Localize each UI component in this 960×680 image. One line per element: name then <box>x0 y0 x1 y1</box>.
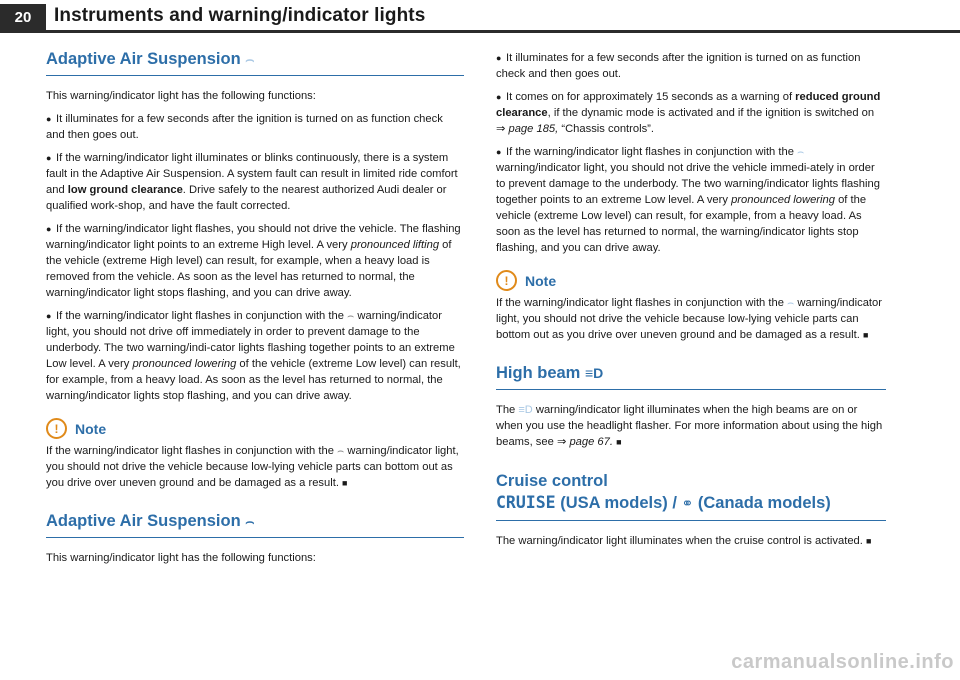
section-title-air-suspension-1: Adaptive Air Suspension ⌢ <box>46 50 464 76</box>
end-mark-icon: ■ <box>342 478 348 488</box>
note-heading: ! Note <box>496 270 886 291</box>
section-intro: This warning/indicator light has the following functions: <box>46 552 316 564</box>
end-mark-icon: ■ <box>866 536 872 546</box>
warning-circle-icon: ! <box>496 270 517 291</box>
high-beam-text: The ≡D warning/indicator light illuminates when the high beams are on or when you use the headlight flasher. For more information about using the high beams, see ⇒ page 67. ■ <box>496 404 883 448</box>
section-title-high-beam: High beam ≡D <box>496 364 886 390</box>
page-reference-link[interactable]: page 67. <box>569 436 613 448</box>
bullet-item: ● If the warning/indicator light flashes, you should not drive the vehicle. The flashing warning/indicator light points to an extreme High level. A very pronounced lifting of the vehicle (extreme High level) can result, for example, when a heavy load is removed from the vehicle. As soon as the level has returned to normal, the warning/indicator light stops flashing, and you can drive away. <box>46 223 461 299</box>
left-column <box>46 50 464 573</box>
bullet-item: ● It illuminates for a few seconds after the ignition is turned on as function check and then goes out. <box>496 52 861 80</box>
arrow-icon: ⇒ <box>496 123 506 135</box>
high-beam-icon: ≡D <box>518 404 533 416</box>
header-rule <box>0 30 960 33</box>
chapter-title: Instruments and warning/indicator lights <box>54 5 426 26</box>
page-number: 20 <box>0 4 46 30</box>
bullet-item: ● If the warning/indicator light flashes in conjunction with the ⌢ warning/indicator light, you should not drive the vehicle immedi-ately in order to prevent damage to the underbody. The two warning/indicator lights flashing together points to an extreme Low level. A very pronounced lowering of the vehicle (extreme Low level) can result, for example, from a heavy load. As soon as the level has returned to normal, the warning/indicator lights stop flashing, and you can drive away. <box>496 146 880 254</box>
page-header <box>0 0 960 34</box>
page-reference-link[interactable]: page 185, <box>508 123 559 135</box>
watermark: carmanualsonline.info <box>731 651 954 673</box>
air-suspension-icon: ⌢ <box>245 513 255 529</box>
speedometer-icon: ⚭ <box>681 495 694 511</box>
cruise-icon: CRUISE <box>496 493 556 512</box>
bullet-item: ● It illuminates for a few seconds after the ignition is turned on as function check and then goes out. <box>46 113 443 141</box>
air-suspension-icon: ⌢ <box>787 297 795 309</box>
section-intro: This warning/indicator light has the following functions: <box>46 90 316 102</box>
air-suspension-icon: ⌢ <box>347 310 355 322</box>
end-mark-icon: ■ <box>616 437 622 447</box>
bullet-item: ● If the warning/indicator light illuminates or blinks continuously, there is a system fault in the Adaptive Air Suspension. A system fault can result in limited ride comfort and low ground clearance. Drive safely to the nearest authorized Audi dealer or qualified work-shop, and have the fault corrected. <box>46 152 458 212</box>
high-beam-icon: ≡D <box>584 365 604 381</box>
arrow-icon: ⇒ <box>556 436 567 448</box>
air-suspension-icon: ⌢ <box>797 146 805 158</box>
bullet-item: ● It comes on for approximately 15 seconds as a warning of reduced ground clearance, if the dynamic mode is activated and if the ignition is switched on ⇒ page 185, “Chassis controls”. <box>496 91 881 135</box>
section-title-air-suspension-2: Adaptive Air Suspension ⌢ <box>46 512 464 538</box>
air-suspension-icon: ⌢ <box>337 445 345 457</box>
note-text: If the warning/indicator light flashes in conjunction with the ⌢ warning/indicator light, you should not drive the vehicle because low-lying vehicle parts can bottom out as you drive over uneven ground and be damaged as a result. ■ <box>46 445 459 489</box>
bullet-item: ● If the warning/indicator light flashes in conjunction with the ⌢ warning/indicator light, you should not drive off immediately in order to prevent damage to the underbody. The two warning/indi-cator lights flashing together points to an extreme Low level. A very pronounced lowering of the vehicle (extreme Low level) can result, for example, from a heavy load. As soon as the level has returned to normal, the warning/indicator lights stop flashing, and you can drive away. <box>46 310 461 402</box>
note-heading: ! Note <box>46 418 464 439</box>
note-text: If the warning/indicator light flashes in conjunction with the ⌢ warning/indicator light, you should not drive the vehicle because low-lying vehicle parts can bottom out as you drive over uneven ground and be damaged as a result. ■ <box>496 297 882 341</box>
air-suspension-icon: ⌢ <box>245 51 255 67</box>
warning-circle-icon: ! <box>46 418 67 439</box>
cruise-control-text: The warning/indicator light illuminates when the cruise control is activated. ■ <box>496 535 872 547</box>
section-title-cruise-control: Cruise control CRUISE (USA models) / ⚭ (Canada models) <box>496 471 886 521</box>
end-mark-icon: ■ <box>862 330 869 340</box>
right-column <box>496 50 886 556</box>
